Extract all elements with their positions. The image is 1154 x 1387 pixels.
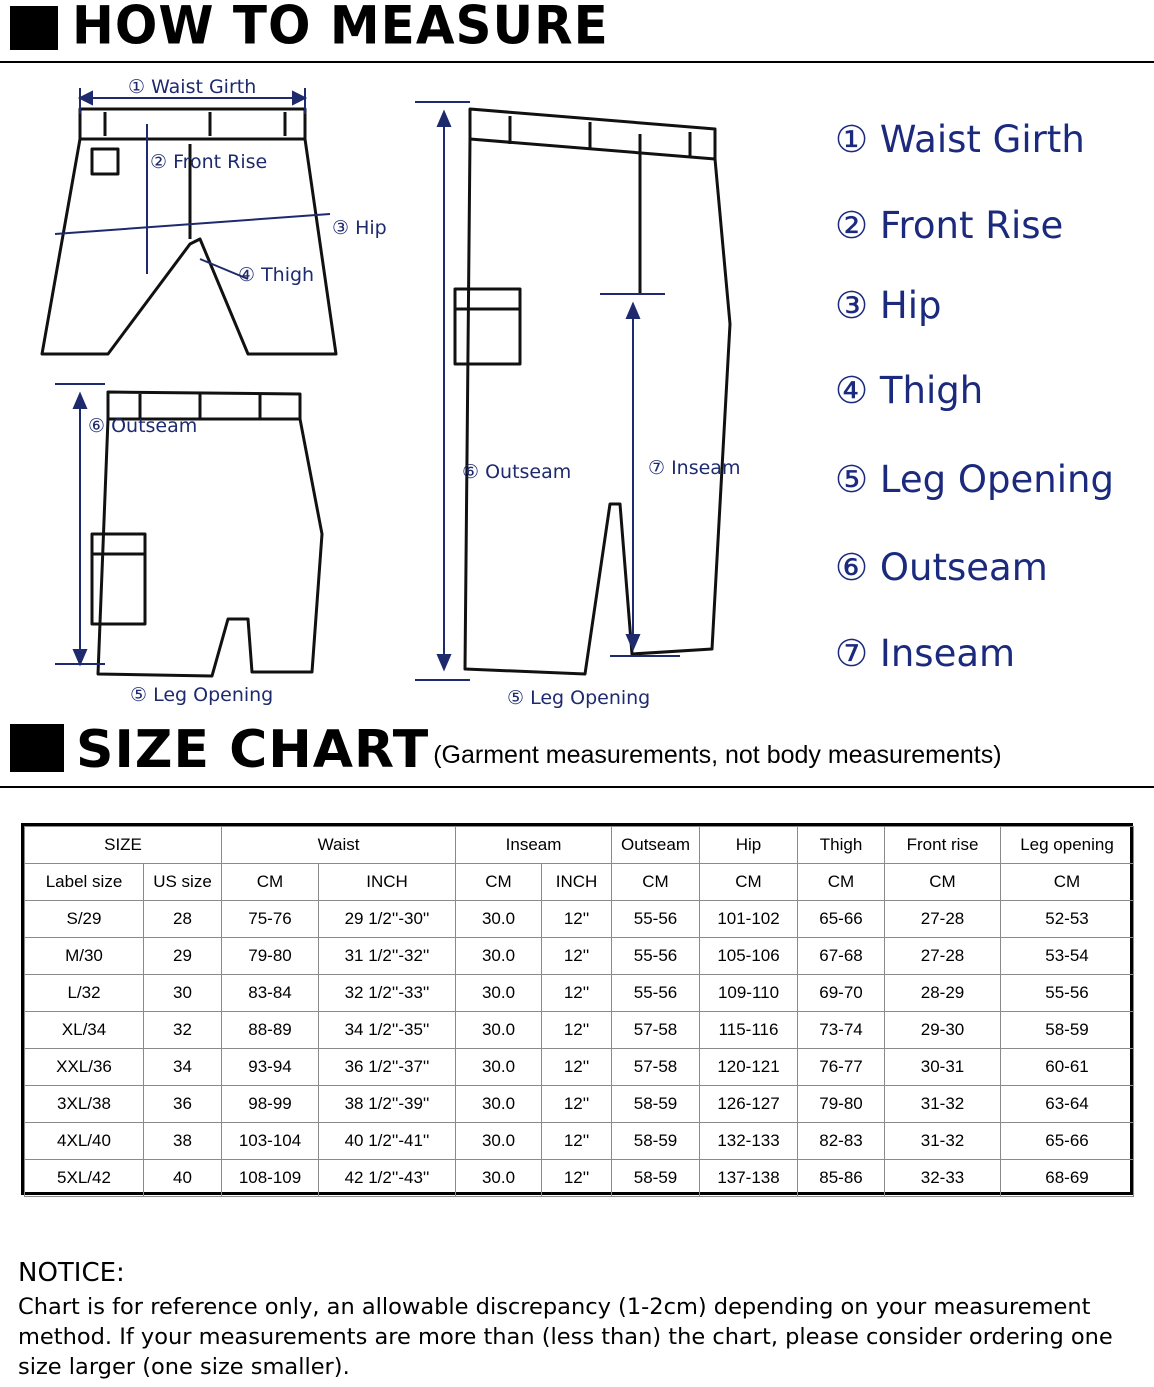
table-row xyxy=(25,1160,1134,1197)
label-inseam: ⑦ Inseam xyxy=(648,457,741,479)
table-cell: 57-58 xyxy=(612,1012,700,1049)
table-row xyxy=(25,975,1134,1012)
table-cell: 30.0 xyxy=(456,938,542,975)
table-cell: 28-29 xyxy=(885,975,1001,1012)
legend-item-leg-opening: ⑤ Leg Opening xyxy=(835,458,1114,501)
table-cell: 98-99 xyxy=(222,1086,319,1123)
subheader-cell: CM xyxy=(1001,864,1134,901)
size-chart-divider xyxy=(0,786,1154,788)
table-cell: 137-138 xyxy=(700,1160,798,1197)
subheader-cell: CM xyxy=(700,864,798,901)
table-cell: L/32 xyxy=(25,975,144,1012)
table-cell: 12'' xyxy=(542,1123,612,1160)
label-front-rise: ② Front Rise xyxy=(150,151,268,173)
table-cell: 36 xyxy=(144,1086,222,1123)
table-cell: 3XL/38 xyxy=(25,1086,144,1123)
table-sub-header-row xyxy=(25,864,1134,901)
size-chart-table xyxy=(21,823,1133,1195)
legend-item-outseam: ⑥ Outseam xyxy=(835,546,1048,589)
table-cell: 105-106 xyxy=(700,938,798,975)
label-waist: ① Waist Girth xyxy=(128,76,257,98)
table-cell: 79-80 xyxy=(798,1086,885,1123)
table-cell: XL/34 xyxy=(25,1012,144,1049)
table-cell: 52-53 xyxy=(1001,901,1134,938)
table-row xyxy=(25,938,1134,975)
table-cell: 55-56 xyxy=(612,938,700,975)
table-cell: 12'' xyxy=(542,938,612,975)
table-cell: 65-66 xyxy=(798,901,885,938)
subheader-cell: CM xyxy=(885,864,1001,901)
table-cell: 55-56 xyxy=(612,975,700,1012)
table-cell: 88-89 xyxy=(222,1012,319,1049)
cargo-pants-drawing xyxy=(455,109,730,674)
table-group-header-row xyxy=(25,827,1134,864)
pants-diagram-illustration xyxy=(0,64,820,720)
header-front-rise: Front rise xyxy=(885,827,1001,864)
table-cell: 30.0 xyxy=(456,1160,542,1197)
table-cell: 38 1/2''-39'' xyxy=(319,1086,456,1123)
table-cell: 65-66 xyxy=(1001,1123,1134,1160)
table-row xyxy=(25,1049,1134,1086)
table-cell: 58-59 xyxy=(612,1086,700,1123)
table-cell: 82-83 xyxy=(798,1123,885,1160)
table-row xyxy=(25,1123,1134,1160)
size-chart-title: SIZE CHART xyxy=(76,720,430,780)
table-cell: 12'' xyxy=(542,1012,612,1049)
table-cell: XXL/36 xyxy=(25,1049,144,1086)
table-cell: 29-30 xyxy=(885,1012,1001,1049)
label-outseam-shorts: ⑥ Outseam xyxy=(88,415,198,437)
table-cell: 132-133 xyxy=(700,1123,798,1160)
subheader-cell: INCH xyxy=(319,864,456,901)
table-cell: 60-61 xyxy=(1001,1049,1134,1086)
notice-text: Chart is for reference only, an allowable discrepancy (1-2cm) depending on your measurement method. If your measurements are more than (less than) the chart, please consider ordering one size larger (one size smaller). xyxy=(18,1294,1113,1380)
table-cell: 5XL/42 xyxy=(25,1160,144,1197)
table-cell: 27-28 xyxy=(885,901,1001,938)
subheader-cell: INCH xyxy=(542,864,612,901)
notice-title: NOTICE: xyxy=(18,1258,125,1288)
table-cell: 12'' xyxy=(542,901,612,938)
table-cell: 29 1/2''-30'' xyxy=(319,901,456,938)
legend-item-waist: ① Waist Girth xyxy=(835,118,1085,161)
legend-item-thigh: ④ Thigh xyxy=(835,369,984,412)
table-cell: 12'' xyxy=(542,1049,612,1086)
header-thigh: Thigh xyxy=(798,827,885,864)
legend-item-inseam: ⑦ Inseam xyxy=(835,632,1016,675)
table-cell: 55-56 xyxy=(612,901,700,938)
table-cell: 73-74 xyxy=(798,1012,885,1049)
how-to-measure-heading xyxy=(10,0,609,57)
size-chart-heading xyxy=(10,720,1002,780)
table-cell: 42 1/2''-43'' xyxy=(319,1160,456,1197)
heading-divider xyxy=(0,61,1154,63)
table-cell: 58-59 xyxy=(1001,1012,1134,1049)
size-rows xyxy=(25,901,1134,1197)
table-cell: 31 1/2''-32'' xyxy=(319,938,456,975)
table-cell: 40 xyxy=(144,1160,222,1197)
table-cell: 85-86 xyxy=(798,1160,885,1197)
table-cell: 30.0 xyxy=(456,1086,542,1123)
table-cell: 31-32 xyxy=(885,1123,1001,1160)
subheader-cell: US size xyxy=(144,864,222,901)
table-cell: 30.0 xyxy=(456,901,542,938)
table-cell: 126-127 xyxy=(700,1086,798,1123)
table-cell: 32-33 xyxy=(885,1160,1001,1197)
table-cell: 76-77 xyxy=(798,1049,885,1086)
table-cell: 30.0 xyxy=(456,1049,542,1086)
heading-square-icon xyxy=(10,6,58,50)
header-leg-opening: Leg opening xyxy=(1001,827,1134,864)
table-cell: 34 1/2''-35'' xyxy=(319,1012,456,1049)
table-cell: M/30 xyxy=(25,938,144,975)
label-leg-opening-shorts: ⑤ Leg Opening xyxy=(130,684,274,706)
table-cell: 55-56 xyxy=(1001,975,1134,1012)
heading-square-icon xyxy=(10,724,64,772)
table-cell: 29 xyxy=(144,938,222,975)
table-cell: 34 xyxy=(144,1049,222,1086)
table-cell: 40 1/2''-41'' xyxy=(319,1123,456,1160)
table-cell: 93-94 xyxy=(222,1049,319,1086)
header-hip: Hip xyxy=(700,827,798,864)
label-outseam-pants: ⑥ Outseam xyxy=(462,461,572,483)
table-cell: 38 xyxy=(144,1123,222,1160)
table-cell: 109-110 xyxy=(700,975,798,1012)
table-cell: 32 xyxy=(144,1012,222,1049)
label-hip: ③ Hip xyxy=(332,217,387,239)
label-thigh: ④ Thigh xyxy=(238,264,315,286)
header-outseam: Outseam xyxy=(612,827,700,864)
table-cell: 68-69 xyxy=(1001,1160,1134,1197)
table-cell: 36 1/2''-37'' xyxy=(319,1049,456,1086)
table-cell: 12'' xyxy=(542,1086,612,1123)
label-leg-opening-pants: ⑤ Leg Opening xyxy=(507,687,651,709)
subheader-cell: CM xyxy=(612,864,700,901)
header-inseam: Inseam xyxy=(456,827,612,864)
table-cell: 32 1/2''-33'' xyxy=(319,975,456,1012)
table-row xyxy=(25,901,1134,938)
header-size: SIZE xyxy=(25,827,222,864)
table-cell: 30 xyxy=(144,975,222,1012)
table-cell: 30.0 xyxy=(456,975,542,1012)
table-cell: 103-104 xyxy=(222,1123,319,1160)
table-row xyxy=(25,1012,1134,1049)
table-cell: 83-84 xyxy=(222,975,319,1012)
table-cell: 115-116 xyxy=(700,1012,798,1049)
table-cell: 12'' xyxy=(542,1160,612,1197)
legend-item-hip: ③ Hip xyxy=(835,284,942,327)
table-cell: 75-76 xyxy=(222,901,319,938)
table-cell: 63-64 xyxy=(1001,1086,1134,1123)
table-cell: 58-59 xyxy=(612,1123,700,1160)
table-cell: 30.0 xyxy=(456,1012,542,1049)
subheader-cell: CM xyxy=(798,864,885,901)
table-cell: 53-54 xyxy=(1001,938,1134,975)
table-cell: 58-59 xyxy=(612,1160,700,1197)
table-cell: 30-31 xyxy=(885,1049,1001,1086)
table-row xyxy=(25,1086,1134,1123)
size-chart-note: (Garment measurements, not body measurements) xyxy=(433,741,1002,769)
table-cell: 108-109 xyxy=(222,1160,319,1197)
table-cell: 79-80 xyxy=(222,938,319,975)
table-cell: 31-32 xyxy=(885,1086,1001,1123)
table-cell: 12'' xyxy=(542,975,612,1012)
table-cell: 27-28 xyxy=(885,938,1001,975)
table-cell: S/29 xyxy=(25,901,144,938)
subheader-cell: Label size xyxy=(25,864,144,901)
table-cell: 120-121 xyxy=(700,1049,798,1086)
legend-item-front-rise: ② Front Rise xyxy=(835,204,1064,247)
subheader-cell: CM xyxy=(456,864,542,901)
header-waist: Waist xyxy=(222,827,456,864)
table-cell: 69-70 xyxy=(798,975,885,1012)
notice-section xyxy=(18,1258,1148,1382)
table-cell: 4XL/40 xyxy=(25,1123,144,1160)
subheader-cell: CM xyxy=(222,864,319,901)
table-cell: 101-102 xyxy=(700,901,798,938)
table-cell: 30.0 xyxy=(456,1123,542,1160)
table-cell: 28 xyxy=(144,901,222,938)
how-to-measure-title: HOW TO MEASURE xyxy=(72,0,609,57)
table-cell: 67-68 xyxy=(798,938,885,975)
table-cell: 57-58 xyxy=(612,1049,700,1086)
measure-diagram xyxy=(0,64,820,720)
